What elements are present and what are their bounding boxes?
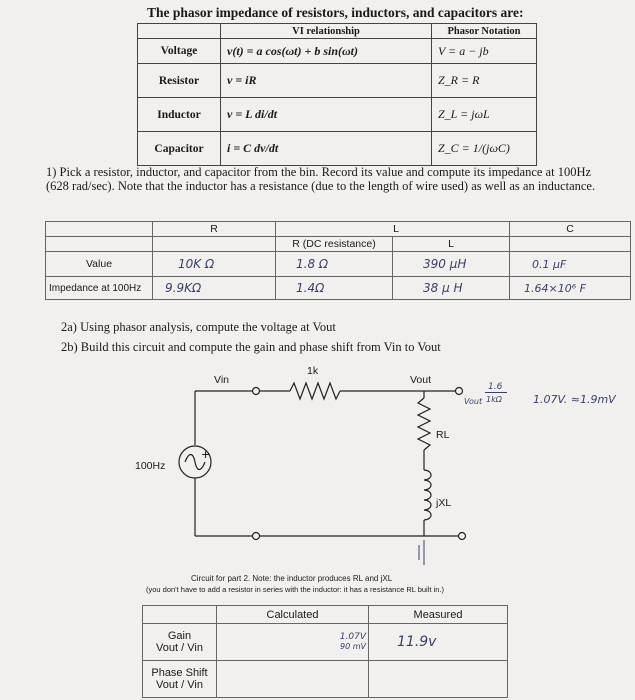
voltage-relation: v(t) = a cos(ωt) + b sin(ωt): [221, 39, 432, 64]
vin-label: Vin: [214, 374, 229, 386]
hand-value-l: 390 μH: [393, 252, 510, 277]
l-header-label: L: [393, 223, 399, 235]
r-header: R: [153, 222, 276, 237]
capacitor-relation: i = C dv/dt: [221, 132, 432, 166]
hand-imp-r: 9.9KΩ: [153, 277, 276, 300]
impedance-row-label: Impedance at 100Hz: [46, 277, 153, 300]
hand-imp-c: 1.64×10⁶ F: [510, 277, 631, 300]
hand-value-c: 0.1 μF: [510, 252, 631, 277]
hand-note-result: 1.07V. ≈1.9mV: [533, 393, 616, 406]
gain-phase-table: [142, 605, 508, 698]
hand-value-r: 10K Ω: [153, 252, 276, 277]
capacitor-label: Capacitor: [138, 132, 221, 166]
voltage-label: Voltage: [138, 39, 221, 64]
c-header: C: [510, 222, 631, 237]
hand-note-top: 1.6: [488, 382, 503, 392]
resistor-label: Resistor: [138, 64, 221, 98]
frequency-label: 100Hz: [135, 460, 166, 472]
question-2a: 2a) Using phasor analysis, compute the voltage at Vout: [61, 320, 336, 334]
page-title: The phasor impedance of resistors, inductors, and capacitors are:: [147, 5, 524, 20]
hand-note-bottom: 1kΩ: [486, 395, 502, 404]
hand-value-rdc: 1.8 Ω: [276, 252, 393, 277]
jxl-label: jXL: [436, 497, 452, 509]
measured-phase-cell: [369, 661, 508, 698]
hand-fraction-bar: [485, 392, 507, 393]
voltage-phasor: V = a − jb: [432, 39, 537, 64]
hand-calc-2: 90 mV: [340, 642, 366, 651]
vout-terminal: [456, 388, 463, 395]
phasor-notation-header: Phasor Notation: [432, 24, 537, 39]
calculated-gain-cell: [217, 624, 369, 661]
resistor-rl: [418, 398, 430, 450]
hand-note-left: Vout: [464, 397, 483, 406]
resistor-relation: v = iR: [221, 64, 432, 98]
inductor-relation: v = L di/dt: [221, 98, 432, 132]
hand-calc-1: 1.07V: [339, 632, 366, 642]
circuit-caption-1: Circuit for part 2. Note: the inductor produces RL and jXL: [191, 574, 393, 583]
resistor-value-label: 1k: [307, 365, 319, 377]
question-2b: 2b) Build this circuit and compute the gain and phase shift from Vin to Vout: [61, 340, 441, 354]
rl-label: RL: [436, 429, 450, 441]
resistor-1k: [290, 383, 340, 399]
r-dc-resistance-header: R (DC resistance): [276, 237, 393, 252]
hand-imp-l: 38 μ H: [393, 277, 510, 300]
phase-row-label: Phase Shift Vout / Vin: [143, 661, 217, 698]
inductor-coil: [424, 470, 431, 520]
calculated-phase-cell: [217, 661, 369, 698]
hand-measured: 11.9v: [369, 624, 508, 661]
inductor-label: Inductor: [138, 98, 221, 132]
resistor-phasor: Z_R = R: [432, 64, 537, 98]
vout-label: Vout: [410, 374, 432, 386]
hand-imp-rdc: 1.4Ω: [276, 277, 393, 300]
calculated-header: Calculated: [217, 606, 369, 624]
vi-relationship-header: VI relationship: [221, 24, 432, 39]
ground-terminal-left: [253, 533, 260, 540]
ground-terminal-right: [459, 533, 466, 540]
value-row-label: Value: [46, 252, 153, 277]
circuit-caption-2: (you don't have to add a resistor in series with the inductor: it has a resistance RL built in.): [146, 585, 444, 594]
question-1: 1) Pick a resistor, inductor, and capacitor from the bin. Record its value and compute its impedance at 100Hz (628 rad/sec). Note that the inductor has a resistance (due to the length of wire used) as well as an inductance.: [46, 165, 596, 193]
capacitor-phasor: Z_C = 1/(jωC): [432, 132, 537, 166]
measured-header: Measured: [369, 606, 508, 624]
inductor-phasor: Z_L = jωL: [432, 98, 537, 132]
blank-corner: [143, 606, 217, 624]
gain-row-label: Gain Vout / Vin: [143, 624, 217, 661]
vin-terminal: [253, 388, 260, 395]
l-sub-header: L: [393, 237, 510, 252]
source-plus-icon: +: [201, 448, 211, 461]
